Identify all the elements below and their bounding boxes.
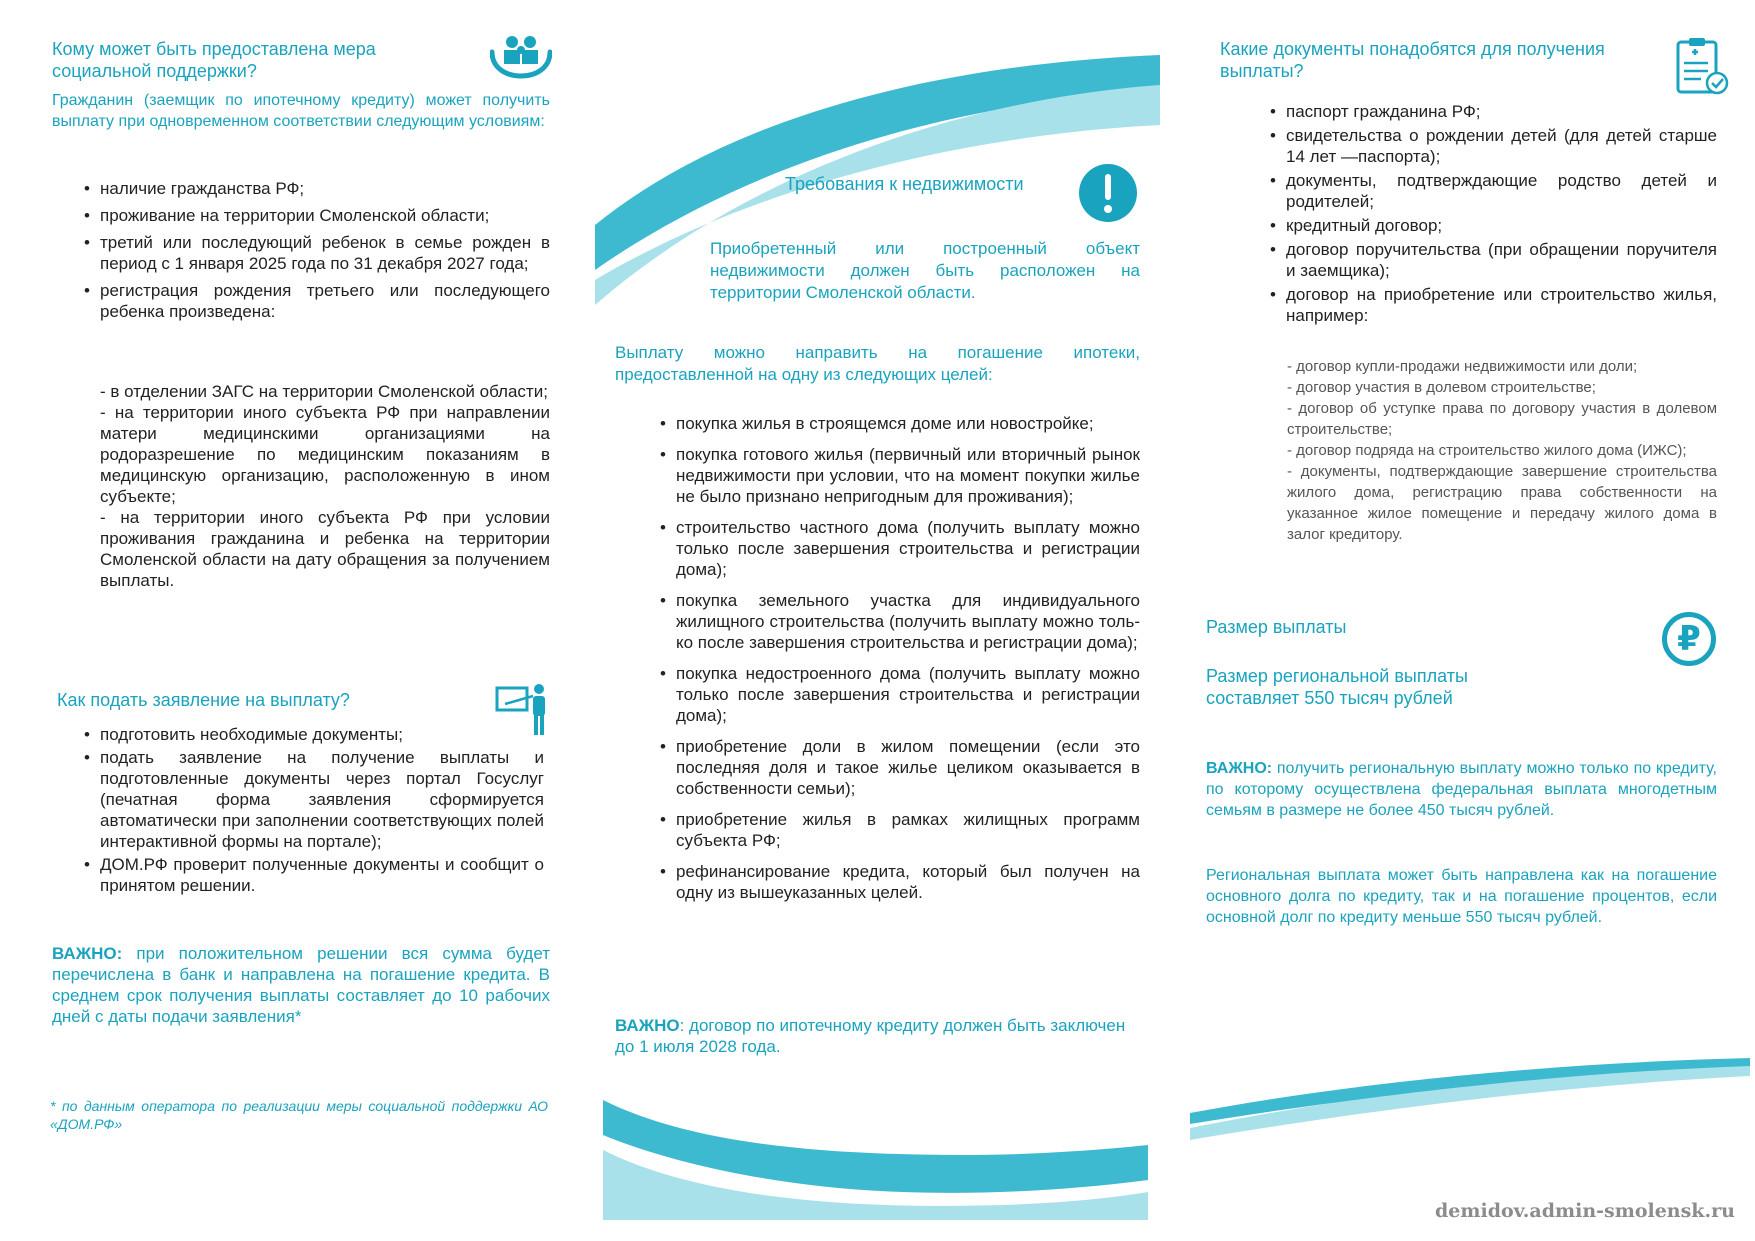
important-note-middle (615, 1015, 1140, 1057)
middle-title: Требования к недвижимости (785, 174, 1024, 194)
list-item: • приобретение доли в жилом помещении (если это последняя доля и такое жилье целиком оказывается в собственности семьи); (660, 736, 1140, 799)
list-item: - на территории иного субъекта РФ при условии проживания гражданина и ребенка на территории Смоленской области на дату обращения за получением выплаты. (100, 508, 550, 590)
property-requirement: Приобретенный или построенный объект недвижимости должен быть расположен на территории Смоленской области. (710, 239, 1140, 302)
important-text: при положительном решении вся сумма будет перечислена в банк и направлена на погашение кредита. В среднем срок получения выплаты составляет до 10 рабочих дней с даты подачи заявления* (52, 944, 550, 1026)
list-item: • покупка жилья в строящемся доме или новостройке; (660, 413, 1140, 434)
list-item: • покупка недостроенного дома (получить выплату можно только после завершения строительства и регистрации дома); (660, 663, 1140, 726)
bottom-wave-decoration (603, 1100, 1148, 1225)
important-label: ВАЖНО (615, 1016, 680, 1035)
section-title-how-to-apply: Как подать заявление на выплату? (57, 690, 350, 710)
list-item: - договор об уступке права по договору участия в долевом строительстве; (1287, 400, 1717, 438)
amount-text: Размер региональной выплаты составляет 550 тысяч рублей (1206, 666, 1468, 708)
list-item: • договор на приобретение или строительство жилья, например: (1270, 284, 1717, 326)
list-item: - договор участия в долевом строительстве; (1287, 379, 1596, 396)
list-item: • строительство частного дома (получить выплату можно только после завершения строительства и регистрации дома); (660, 517, 1140, 580)
list-item: - документы, подтверждающие завершение строительства жилого дома, регистрацию права собственности на указанное жилое помещение и передачу жилого дома в залог кредитору. (1287, 463, 1717, 543)
amount-title: Размер выплаты (1206, 617, 1347, 637)
payment-direction: Региональная выплата может быть направлена как на погашение основного долга по кредиту, так и на погашение процентов, если основной долг по кредиту меньше 550 тысяч рублей. (1206, 867, 1717, 926)
steps-list (84, 724, 544, 902)
list-item: - в отделении ЗАГС на территории Смоленской области; (100, 382, 548, 401)
important-text: : договор по ипотечному кредиту должен быть заключен до 1 июля 2028 года. (615, 1016, 1126, 1056)
eligibility-intro: Гражданин (заемщик по ипотечному кредиту) может получить выплату при одновременном соответствии следующим условиям: (52, 92, 550, 130)
list-item: • свидетельства о рождении детей (для детей старше 14 лет —паспорта); (1270, 125, 1717, 167)
list-item: • подать заявление на получение выплаты и подготовленные документы через портал Госуслуг (печатная форма заявления сформируется автоматически при заполнении соответствующих полей интерактивной формы на портале); (84, 747, 544, 852)
middle-panel (585, 0, 1170, 1241)
list-item: • третий или последующий ребенок в семье рожден в период с 1 января 2025 года по 31 декабря 2027 года; (84, 232, 550, 274)
list-item: • покупка готового жилья (первичный или вторичный рынок недвижимости при условии, что на момент покупки жилье не было признано непригодным для проживания); (660, 444, 1140, 507)
family-hands-icon (490, 32, 552, 80)
list-item: • договор поручительства (при обращении поручителя и заемщика); (1270, 239, 1717, 281)
section-title-eligibility: Кому может быть предоставлена мера социальной поддержки? (52, 39, 376, 81)
list-item: - на территории иного субъекта РФ при направлении матери медицинскими организациями на родоразрешение по медицинским показаниям в медицинскую организацию, расположенную в ином субъекте; (100, 403, 550, 506)
list-item: • регистрация рождения третьего или последующего ребенка произведена: (84, 280, 550, 322)
exclamation-icon (1077, 162, 1139, 224)
important-text: получить региональную выплату можно только по кредиту, по которому осуществлена федеральная выплата многодетным семьям в размере не более 450 тысяч рублей. (1206, 760, 1717, 819)
purposes-list (660, 413, 1140, 909)
list-item: • покупка земельного участка для индивидуального жилищного строительства (получить выплату можно толь-ко после завершения строительства и регистрации дома); (660, 590, 1140, 653)
purposes-intro: Выплату можно направить на погашение ипотеки, предоставленной на одну из следующих целей: (615, 343, 1140, 384)
documents-list (1270, 101, 1717, 332)
left-panel (0, 0, 585, 1241)
list-item: • рефинансирование кредита, который был получен на одну из вышеуказанных целей. (660, 861, 1140, 903)
registration-options (100, 381, 550, 591)
list-item: • ДОМ.РФ проверит полученные документы и сообщит о принятом решении. (84, 854, 544, 896)
list-item: - договор купли-продажи недвижимости или доли; (1287, 358, 1638, 375)
list-item: - договор подряда на строительство жилого дома (ИЖС); (1287, 442, 1687, 459)
watermark: demidov.admin-smolensk.ru (1435, 1200, 1735, 1222)
list-item: • документы, подтверждающие родство детей и родителей; (1270, 170, 1717, 212)
list-item: • приобретение жилья в рамках жилищных программ субъекта РФ; (660, 809, 1140, 851)
important-label: ВАЖНО: (52, 944, 123, 963)
important-label: ВАЖНО: (1206, 760, 1273, 777)
important-note-left (52, 943, 550, 1027)
checklist-icon (1675, 36, 1729, 96)
important-note-right (1206, 758, 1717, 821)
ruble-icon: ₽ (1662, 612, 1716, 666)
list-item: • наличие гражданства РФ; (84, 178, 550, 199)
conditions-list (84, 178, 550, 328)
list-item: • паспорт гражданина РФ; (1270, 101, 1717, 122)
right-panel (1170, 0, 1755, 1241)
list-item: • проживание на территории Смоленской области; (84, 205, 550, 226)
list-item: • подготовить необходимые документы; (84, 724, 544, 745)
right-wave-decoration (1190, 1058, 1750, 1148)
documents-title: Какие документы понадобятся для получения выплаты? (1220, 39, 1605, 81)
list-item: • кредитный договор; (1270, 215, 1717, 236)
footnote: * по данным оператора по реализации меры социальной поддержки АО «ДОМ.РФ» (50, 1098, 548, 1132)
contract-examples (1287, 356, 1717, 545)
